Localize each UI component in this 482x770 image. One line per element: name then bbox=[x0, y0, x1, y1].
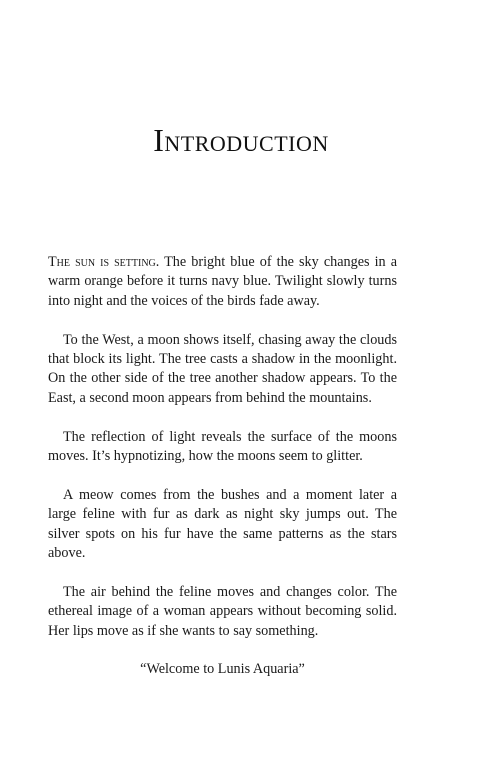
chapter-title: Introduction bbox=[153, 122, 329, 158]
paragraph-2: To the West, a moon shows itself, chasing away the clouds that block its light. The tree casts a shadow in the moonlight. On the other side of the tree another shadow appears. To the East, a second moon appears from behind the mountains. bbox=[48, 331, 397, 406]
closing-quote: “Welcome to Lunis Aquaria” bbox=[140, 661, 305, 678]
paragraph-4: A meow comes from the bushes and a moment later a large feline with fur as dark as night sky jumps out. The silver spots on his fur have the same patterns as the stars above. bbox=[48, 486, 397, 562]
paragraph-1-text: The bright blue of the sky changes in a warm orange before it turns navy blue. Twilight slowly turns into night and the voices of the birds fade away. bbox=[48, 254, 397, 309]
paragraph-lead-in: The sun is setting. bbox=[48, 254, 160, 270]
paragraph-1 bbox=[48, 253, 397, 311]
paragraph-5: The air behind the feline moves and changes color. The ethereal image of a woman appears without becoming solid. Her lips move as if she wants to say something. bbox=[48, 583, 397, 639]
chapter-body bbox=[48, 253, 397, 699]
paragraph-3: The reflection of light reveals the surface of the moons moves. It’s hypnotizing, how the moons seem to glitter. bbox=[48, 428, 397, 465]
